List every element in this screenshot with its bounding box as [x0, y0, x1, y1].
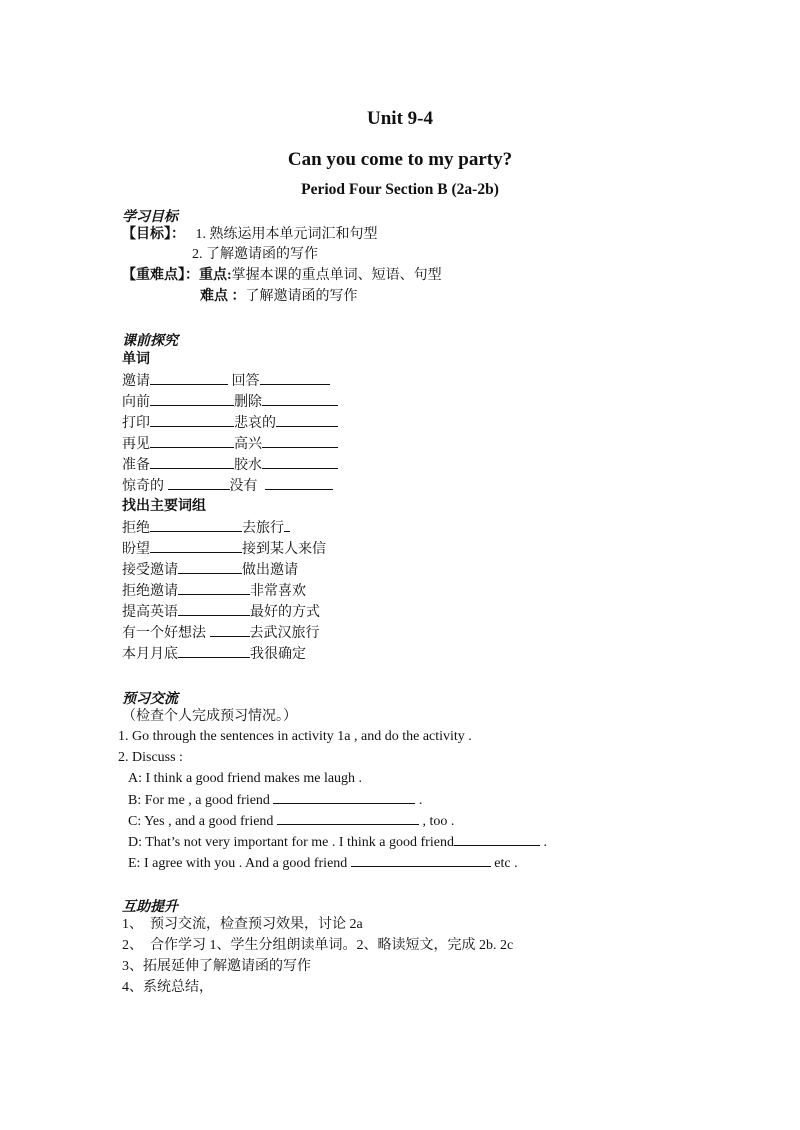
- dialog-line: [128, 812, 454, 831]
- key-label: 【重难点】：: [122, 268, 199, 283]
- dialog-text: D: That’s not very important for me . I think a good friend: [128, 835, 454, 850]
- answer-blank: [150, 456, 234, 469]
- phrase-row: [122, 540, 326, 559]
- answer-blank: [260, 372, 330, 385]
- word-cn: 悲哀的: [234, 416, 276, 431]
- dialog-text: C: Yes , and a good friend: [128, 814, 277, 829]
- word-cn: 没有: [229, 479, 258, 494]
- dialog-text-end: .: [539, 835, 547, 850]
- words-heading: 单词: [122, 352, 150, 367]
- phrase-cn: 我很确定: [250, 647, 306, 662]
- answer-blank: [178, 582, 250, 595]
- answer-blank: [273, 791, 415, 804]
- key-point-text: 掌握本课的重点单词、短语、句型: [231, 268, 442, 283]
- word-row: [122, 393, 338, 412]
- exchange-note: （检查个人完成预习情况。）: [122, 709, 297, 724]
- answer-blank: [276, 414, 338, 427]
- mutual-item-1: 1、 预习交流，检查预习效果，讨论 2a: [122, 917, 363, 932]
- exchange-heading: 预习交流: [122, 692, 178, 707]
- period-title: Period Four Section B (2a-2b): [301, 181, 499, 198]
- phrase-cn: 最好的方式: [250, 605, 320, 620]
- target-row-1: [122, 226, 378, 244]
- dialog-text: B: For me , a good friend: [128, 793, 274, 808]
- difficulty-text: 了解邀请函的写作: [245, 289, 358, 304]
- answer-blank: [150, 372, 228, 385]
- word-cn: 再见: [122, 437, 150, 452]
- phrase-row: [122, 603, 320, 622]
- difficulty-row: [200, 288, 358, 306]
- mutual-item-4: 4、系统总结，: [122, 980, 213, 995]
- word-row: [122, 414, 338, 433]
- dialog-text: E: I agree with you . And a good friend: [128, 856, 351, 871]
- goals-heading: 学习目标: [122, 210, 178, 225]
- phrase-cn: 盼望: [122, 542, 150, 557]
- answer-blank: [262, 393, 338, 406]
- word-cn: 高兴: [234, 437, 262, 452]
- dialog-line: [128, 854, 518, 873]
- target-1: 1. 熟练运用本单元词汇和句型: [195, 227, 378, 242]
- answer-blank: [178, 603, 250, 616]
- phrase-row: [122, 519, 290, 538]
- phrase-cn: 做出邀请: [242, 563, 298, 578]
- lesson-title: Can you come to my party?: [287, 149, 513, 170]
- word-cn: 打印: [122, 416, 150, 431]
- answer-blank: [262, 435, 338, 448]
- answer-blank: [150, 414, 234, 427]
- answer-blank: [168, 477, 230, 490]
- word-row: [122, 456, 338, 475]
- answer-blank: [178, 561, 242, 574]
- answer-blank: [150, 519, 242, 532]
- word-cn: 邀请: [122, 374, 150, 389]
- key-point-label: 重点:: [199, 268, 232, 283]
- difficulty-label: 难点 ：: [200, 289, 246, 304]
- unit-title: Unit 9-4: [367, 108, 433, 129]
- word-cn: 回答: [231, 374, 260, 389]
- phrase-cn: 有一个好想法: [122, 626, 206, 641]
- answer-blank: [284, 519, 290, 532]
- word-row: [122, 477, 333, 496]
- answer-blank: [150, 393, 234, 406]
- phrase-cn: 提高英语: [122, 605, 178, 620]
- word-cn: 向前: [122, 395, 150, 410]
- phrase-cn: 本月月底: [122, 647, 178, 662]
- phrase-cn: 拒绝邀请: [122, 584, 178, 599]
- dialog-text-end: .: [415, 793, 423, 808]
- answer-blank: [210, 624, 250, 637]
- word-row: [122, 372, 330, 391]
- dialog-line: [128, 770, 362, 788]
- key-row: [122, 267, 442, 285]
- word-cn: 删除: [234, 395, 262, 410]
- exchange-item-1: 1. Go through the sentences in activity 1a , and do the activity .: [118, 729, 472, 744]
- answer-blank: [150, 540, 242, 553]
- word-cn: 惊奇的: [122, 479, 164, 494]
- phrase-row: [122, 624, 320, 643]
- phrase-cn: 拒绝: [122, 521, 150, 536]
- phrase-row: [122, 645, 306, 664]
- phrase-cn: 去旅行: [242, 521, 284, 536]
- phrase-row: [122, 582, 306, 601]
- answer-blank: [454, 833, 540, 846]
- target-2: 2. 了解邀请函的写作: [192, 247, 318, 262]
- word-cn: 胶水: [234, 458, 262, 473]
- phrase-row: [122, 561, 298, 580]
- phrases-heading: 找出主要词组: [122, 499, 206, 514]
- phrase-cn: 非常喜欢: [250, 584, 306, 599]
- target-label: 【目标】：: [122, 227, 185, 242]
- answer-blank: [178, 645, 250, 658]
- word-row: [122, 435, 338, 454]
- exchange-item-2: 2. Discuss :: [118, 750, 183, 765]
- answer-blank: [262, 456, 338, 469]
- dialog-text: A: I think a good friend makes me laugh .: [128, 771, 363, 786]
- word-cn: 准备: [122, 458, 150, 473]
- mutual-heading: 互助提升: [122, 900, 178, 915]
- mutual-item-3: 3、拓展延伸了解邀请函的写作: [122, 959, 311, 974]
- phrase-cn: 接受邀请: [122, 563, 178, 578]
- phrase-cn: 去武汉旅行: [249, 626, 320, 641]
- dialog-line: [128, 791, 422, 810]
- answer-blank: [351, 854, 491, 867]
- dialog-text-end: , too .: [418, 814, 455, 829]
- answer-blank: [277, 812, 419, 825]
- answer-blank: [265, 477, 333, 490]
- dialog-text-end: etc .: [490, 856, 518, 871]
- dialog-line: [128, 833, 547, 852]
- phrase-cn: 接到某人来信: [242, 542, 326, 557]
- mutual-item-2: 2、 合作学习 1、学生分组朗读单词。2、略读短文，完成 2b. 2c: [122, 938, 514, 953]
- answer-blank: [150, 435, 234, 448]
- preview-heading: 课前探究: [122, 334, 178, 349]
